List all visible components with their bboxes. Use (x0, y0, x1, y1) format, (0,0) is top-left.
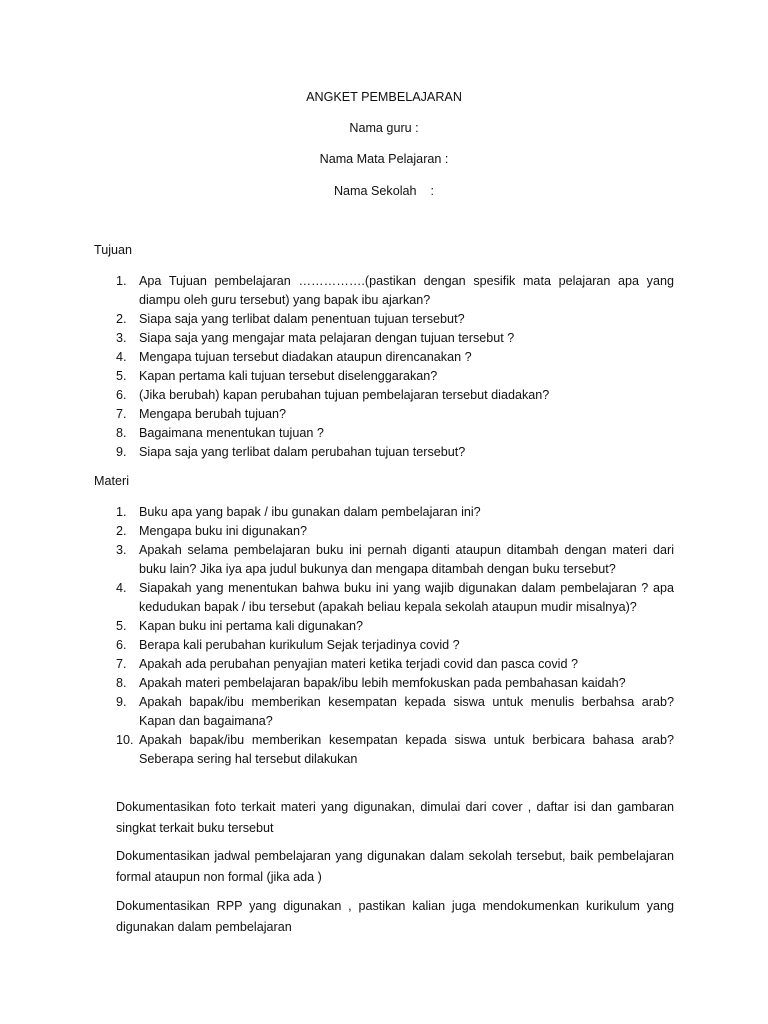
tujuan-question-list (94, 272, 674, 462)
list-item: 5. Kapan pertama kali tujuan tersebut diselenggarakan? (116, 369, 438, 383)
list-item: 8. Bagaimana menentukan tujuan ? (116, 426, 324, 440)
list-item: 3. Siapa saja yang mengajar mata pelajaran dengan tujuan tersebut ? (116, 331, 515, 345)
list-item: 9. Apakah bapak/ibu memberikan kesempatan kepada siswa untuk menulis berbahsa arab? Kapan dan bagaimana? (116, 695, 674, 728)
section-heading-tujuan: Tujuan (94, 243, 133, 257)
documentation-schedule-paragraph: Dokumentasikan jadwal pembelajaran yang digunakan dalam sekolah tersebut, baik pembelajaran formal ataupun non formal (jika ada ) (116, 849, 674, 884)
section-heading-materi: Materi (94, 474, 129, 488)
list-item: 4. Mengapa tujuan tersebut diadakan ataupun direncanakan ? (116, 350, 472, 364)
list-item: 3. Apakah selama pembelajaran buku ini pernah diganti ataupun ditambah dengan materi dari buku lain? Jika iya apa judul bukunya dan mengapa ditambah dengan buku tersebut? (116, 543, 674, 576)
list-item: 5. Kapan buku ini pertama kali digunakan? (116, 619, 364, 633)
school-name-field: Nama Sekolah : (333, 184, 435, 198)
materi-question-list (94, 503, 674, 769)
list-item: 2. Mengapa buku ini digunakan? (116, 524, 308, 538)
list-item: 7. Apakah ada perubahan penyajian materi ketika terjadi covid dan pasca covid ? (116, 657, 578, 671)
list-item: 8. Apakah materi pembelajaran bapak/ibu lebih memfokuskan pada pembahasan kaidah? (116, 676, 626, 690)
documentation-photo-paragraph: Dokumentasikan foto terkait materi yang digunakan, dimulai dari cover , daftar isi dan gambaran singkat terkait buku tersebut (116, 800, 674, 835)
list-item: 1. Apa Tujuan pembelajaran …………….(pastikan dengan spesifik mata pelajaran apa yang diampu oleh guru tersebut) yang bapak ibu ajarkan? (116, 274, 674, 307)
list-item: 1. Buku apa yang bapak / ibu gunakan dalam pembelajaran ini? (116, 505, 481, 519)
list-item: 6. (Jika berubah) kapan perubahan tujuan pembelajaran tersebut diadakan? (116, 388, 550, 402)
list-item: 4. Siapakah yang menentukan bahwa buku ini yang wajib digunakan dalam pembelajaran ? apa kedudukan bapak / ibu tersebut (apakah beliau kepala sekolah ataupun mudir misalnya)? (116, 581, 674, 614)
list-item: 9. Siapa saja yang terlibat dalam perubahan tujuan tersebut? (116, 445, 466, 459)
subject-name-field: Nama Mata Pelajaran : (319, 152, 449, 166)
documentation-rpp-paragraph: Dokumentasikan RPP yang digunakan , pastikan kalian juga mendokumenkan kurikulum yang digunakan dalam pembelajaran (116, 899, 674, 934)
list-item: 2. Siapa saja yang terlibat dalam penentuan tujuan tersebut? (116, 312, 465, 326)
list-item: 10. Apakah bapak/ibu memberikan kesempatan kepada siswa untuk berbicara bahasa arab? Seberapa sering hal tersebut dilakukan (116, 733, 674, 766)
list-item: 7. Mengapa berubah tujuan? (116, 407, 287, 421)
document-title: ANGKET PEMBELAJARAN (306, 90, 462, 104)
teacher-name-field: Nama guru : (349, 121, 419, 135)
list-item: 6. Berapa kali perubahan kurikulum Sejak terjadinya covid ? (116, 638, 460, 652)
